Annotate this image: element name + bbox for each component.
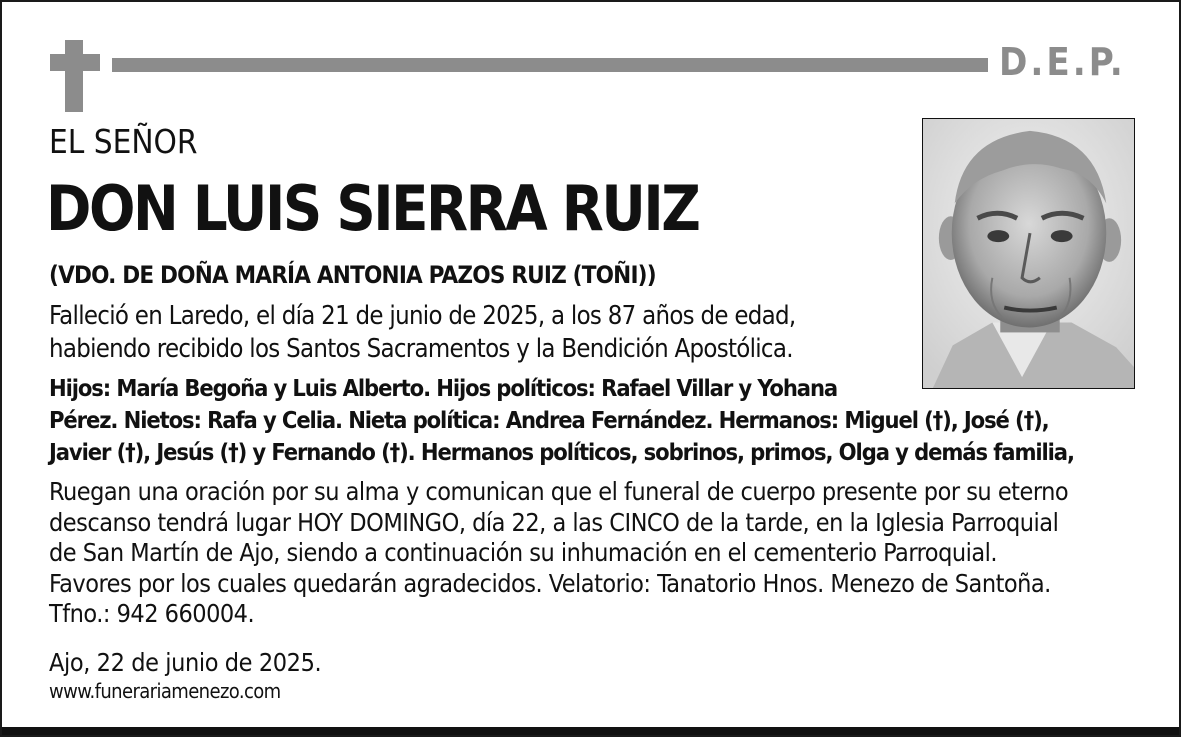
death-notice: Falleció en Laredo, el día 21 de junio de 2025, a los 87 años de edad, habiendo recibido los Santos Sacramentos y la Bendición Apostólica. xyxy=(49,301,796,364)
header-rule xyxy=(112,58,988,72)
family-line: Pérez. Nietos: Rafa y Celia. Nieta política: Andrea Fernández. Hermanos: Miguel (†), José (†), xyxy=(49,406,1049,434)
dep-label: D.E.P. xyxy=(999,40,1126,84)
cross-icon-bar xyxy=(50,54,100,71)
funeral-details xyxy=(49,477,1159,630)
website-link[interactable]: www.funerariamenezo.com xyxy=(49,679,281,703)
funeral-line: de San Martín de Ajo, siendo a continuación su inhumación en el cementerio Parroquial. xyxy=(49,538,998,567)
funeral-line: descanso tendrá lugar HOY DOMINGO, día 22, a las CINCO de la tarde, en la Iglesia Parroquial xyxy=(49,507,1059,537)
funeral-line: Favores por los cuales quedarán agradecidos. Velatorio: Tanatorio Hnos. Menezo de Santoña. xyxy=(49,568,1051,598)
place-date: Ajo, 22 de junio de 2025. xyxy=(49,648,322,677)
title-prefix: EL SEÑOR xyxy=(49,122,198,161)
family-line: Javier (†), Jesús (†) y Fernando (†). Hermanos políticos, sobrinos, primos, Olga y demás familia, xyxy=(49,438,1074,466)
widower-note: (VDO. DE DOÑA MARÍA ANTONIA PAZOS RUIZ (TOÑI)) xyxy=(49,261,656,289)
deceased-name: DON LUIS SIERRA RUIZ xyxy=(46,172,699,245)
portrait-photo xyxy=(922,118,1135,389)
family-line: Hijos: María Begoña y Luis Alberto. Hijos políticos: Rafael Villar y Yohana xyxy=(49,374,838,402)
funeral-line: Tfno.: 942 660004. xyxy=(49,599,255,628)
cross-icon xyxy=(65,40,83,112)
bottom-border xyxy=(2,727,1179,735)
funeral-line: Ruegan una oración por su alma y comunican que el funeral de cuerpo presente por su eterno xyxy=(49,477,1069,506)
